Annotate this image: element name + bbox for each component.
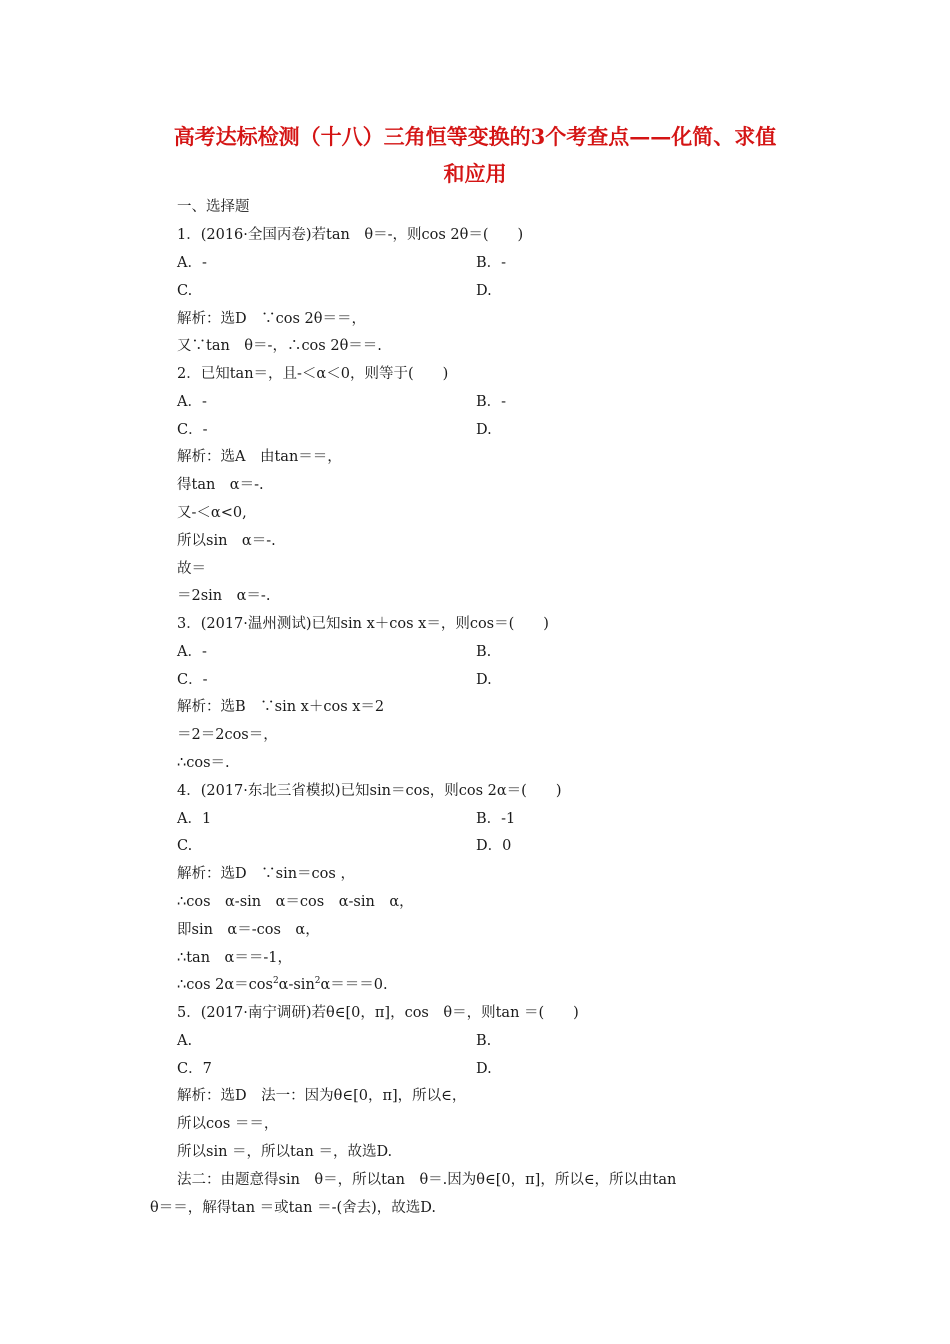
question-5-solution-line: 所以cos ＝＝， bbox=[177, 1116, 279, 1132]
question-5-solution-line: 所以sin ＝，所以tan ＝，故选D. bbox=[177, 1144, 393, 1160]
question-3-option-c: C．- bbox=[177, 672, 208, 688]
question-3-solution-line: ＝2＝2cos＝， bbox=[177, 727, 278, 743]
question-2-solution-line: 故＝ bbox=[177, 561, 206, 577]
question-5-solution-line: 解析：选D 法一：因为θ∈[0，π]，所以∈， bbox=[177, 1088, 467, 1104]
question-2-solution-line: 所以sin α＝-. bbox=[177, 533, 276, 549]
question-4-stem: 4．(2017·东北三省模拟)已知sin＝cos，则cos 2α＝( ) bbox=[177, 783, 562, 799]
question-4-option-c: C. bbox=[177, 838, 193, 854]
question-4-solution-line bbox=[177, 975, 388, 995]
question-2-option-a: A．- bbox=[177, 394, 207, 410]
question-4-solution-line: 解析：选D ∵sin＝cos ， bbox=[177, 866, 355, 882]
question-5-option-d: D. bbox=[476, 1061, 492, 1077]
question-2-option-c: C．- bbox=[177, 422, 208, 438]
question-4-option-b: B．-1 bbox=[476, 811, 516, 827]
question-5-solution-line: 法二：由题意得sin θ＝，所以tan θ＝.因为θ∈[0，π]，所以∈，所以由tan bbox=[177, 1172, 677, 1188]
question-5-stem: 5．(2017·南宁调研)若θ∈[0，π]，cos θ＝，则tan ＝( ) bbox=[177, 1005, 579, 1021]
question-3-solution-line: 解析：选B ∵sin x＋cos x＝2 bbox=[177, 699, 385, 715]
question-2-option-d: D. bbox=[476, 422, 492, 438]
formula-text: α＝＝＝0. bbox=[320, 977, 388, 993]
question-1-option-c: C. bbox=[177, 283, 193, 299]
question-4-solution-line: 即sin α＝-cos α， bbox=[177, 922, 320, 938]
question-3-option-d: D. bbox=[476, 672, 492, 688]
question-2-solution-line: 解析：选A 由tan＝＝， bbox=[177, 449, 342, 465]
question-2-stem: 2．已知tan＝，且-＜α＜0，则等于( ) bbox=[177, 366, 449, 382]
question-3-option-a: A．- bbox=[177, 644, 207, 660]
question-4-option-d: D．0 bbox=[476, 838, 512, 854]
question-5-option-a: A. bbox=[177, 1033, 193, 1049]
question-5-solution-line: θ＝＝，解得tan ＝或tan ＝-(舍去)，故选D. bbox=[150, 1200, 436, 1216]
document-title: 高考达标检测（十八）三角恒等变换的3个考查点——化简、求值 bbox=[173, 124, 777, 149]
question-5-option-b: B. bbox=[476, 1033, 492, 1049]
question-2-solution-line: 又-＜α<0, bbox=[177, 505, 247, 521]
question-1-solution-line: 解析：选D ∵cos 2θ＝＝， bbox=[177, 311, 366, 327]
question-3-stem: 3．(2017·温州测试)已知sin x＋cos x＝，则cos＝( ) bbox=[177, 616, 549, 632]
question-1-solution-line: 又∵tan θ＝-，∴cos 2θ＝＝. bbox=[177, 338, 382, 354]
question-3-option-b: B. bbox=[476, 644, 492, 660]
question-1-option-b: B．- bbox=[476, 255, 507, 271]
question-4-solution-line: ∴cos α-sin α＝cos α-sin α， bbox=[177, 894, 414, 910]
question-5-option-c: C．7 bbox=[177, 1061, 212, 1077]
question-1-option-a: A．- bbox=[177, 255, 207, 271]
section-heading: 一、选择题 bbox=[177, 199, 250, 215]
formula-text: ∴cos 2α＝cos bbox=[177, 977, 273, 993]
question-1-option-d: D. bbox=[476, 283, 492, 299]
exponent: 2 bbox=[314, 976, 321, 987]
document-title-continued: 和应用 bbox=[443, 161, 507, 186]
formula-text: α-sin bbox=[278, 977, 315, 993]
question-4-solution-line: ∴tan α＝＝-1， bbox=[177, 950, 292, 966]
question-2-solution-line: 得tan α＝-. bbox=[177, 477, 264, 493]
exponent: 2 bbox=[272, 976, 279, 987]
question-1-stem: 1．(2016·全国丙卷)若tan θ＝-，则cos 2θ＝( ) bbox=[177, 227, 524, 243]
question-4-option-a: A．1 bbox=[177, 811, 212, 827]
question-2-solution-line: ＝2sin α＝-. bbox=[177, 588, 271, 604]
question-3-solution-line: ∴cos＝. bbox=[177, 755, 230, 771]
question-2-option-b: B．- bbox=[476, 394, 507, 410]
